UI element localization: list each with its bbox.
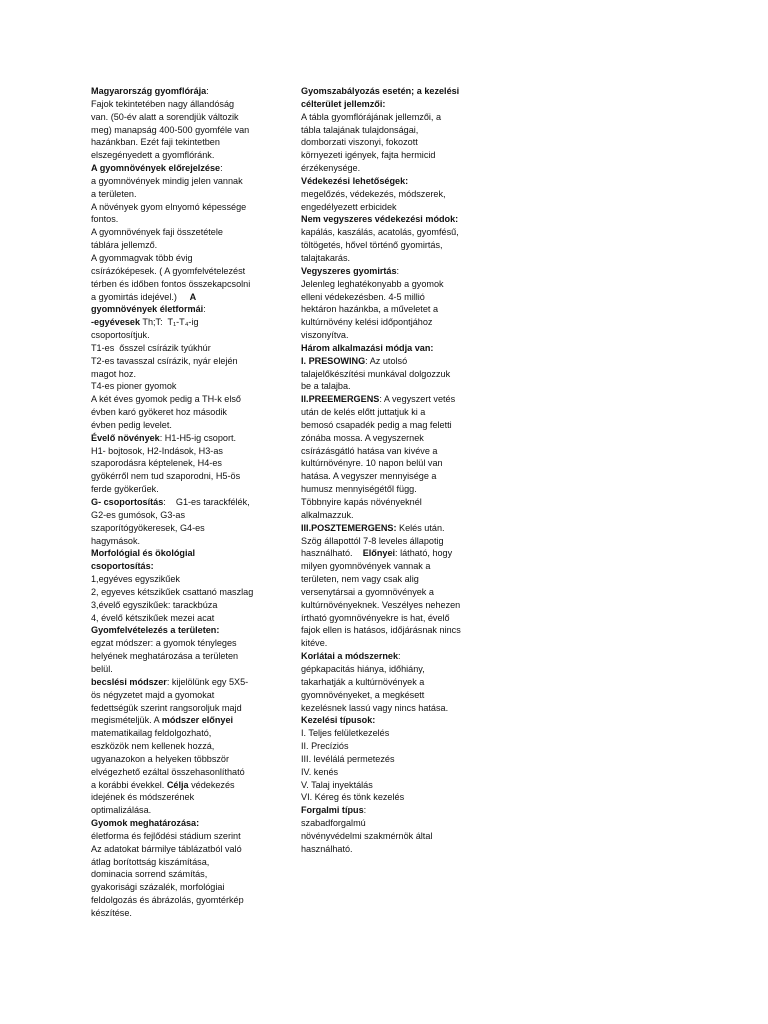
text-run: optimalizálása. <box>91 805 152 816</box>
text-run: írtható gyomnövényekre is hat, évelő <box>301 612 450 623</box>
text-run: T1-es ősszel csírázik tyúkhúr <box>91 342 211 353</box>
text-run: 4, évelő kétszikűek mezei acat <box>91 612 215 623</box>
text-run: : <box>363 805 367 816</box>
text-run: védekezés <box>188 779 235 790</box>
text-run: szaporítógyökeresek, G4-es <box>91 522 205 533</box>
text-run: gyökérről nem tud szaporodni, H5-ös <box>91 471 241 482</box>
left-column-line <box>91 535 259 548</box>
text-run: A tábla gyomflórájának jellemzői, a <box>301 111 442 122</box>
left-column-line <box>91 432 259 445</box>
right-column-line <box>301 663 471 676</box>
text-run: egzat módszer: a gyomok tényleges <box>91 638 237 649</box>
right-column-line <box>301 753 471 766</box>
left-column-line <box>91 663 259 676</box>
text-run: hektáron hazánkba, a műveletet a <box>301 304 439 315</box>
text-run: a korábbi évekkel. <box>91 779 167 790</box>
text-run: I. Teljes felületkezelés <box>301 728 390 739</box>
right-column-line <box>301 149 471 162</box>
left-column-line <box>91 856 259 869</box>
right-column-line <box>301 804 471 817</box>
right-text-column <box>301 85 471 856</box>
right-column-line <box>301 843 471 856</box>
left-column-line <box>91 175 259 188</box>
left-column-line <box>91 355 259 368</box>
left-column-line <box>91 85 259 98</box>
text-run: : A vegyszert vetés <box>379 394 456 405</box>
right-column-line <box>301 560 471 573</box>
text-run: töltögetés, hővel történő gyomirtás, <box>301 240 443 251</box>
right-column-line <box>301 380 471 393</box>
text-run: 3,évelő egyszikűek: tarackbúza <box>91 599 218 610</box>
right-column-line <box>301 714 471 727</box>
text-run: növényvédelmi szakmérnök által <box>301 830 433 841</box>
text-run: H1- bojtosok, H2-Indások, H3-as <box>91 445 223 456</box>
bold-text-run: Forgalmi típus <box>301 805 364 816</box>
bold-text-run: G- csoportosítás <box>91 497 164 507</box>
bold-text-run: Gyomszabályozás esetén; a kezelési <box>301 86 460 96</box>
right-column-line <box>301 162 471 175</box>
text-run: elszegényedett a gyomflóránk. <box>91 150 215 161</box>
right-column-line <box>301 265 471 278</box>
left-column-line <box>91 445 259 458</box>
right-column-line <box>301 98 471 111</box>
right-column-line <box>301 457 471 470</box>
left-column-line <box>91 740 259 753</box>
right-column-line <box>301 650 471 663</box>
left-column-line <box>91 573 259 586</box>
text-run: elvégezhető ezáltal összehasonlítható <box>91 766 245 777</box>
text-run: zónába mossa. A vegyszernek <box>301 432 424 443</box>
right-column-line <box>301 124 471 137</box>
text-run: átlag borítottság kiszámítása, <box>91 856 210 867</box>
text-run: belül. <box>91 663 113 674</box>
right-column-line <box>301 586 471 599</box>
text-run: szaporodásra képtelenek, H4-es <box>91 458 222 469</box>
text-run: Fajok tekintetében nagy állandóság <box>91 98 235 109</box>
text-run: feldolgozás és ábrázolás, gyomtérkép <box>91 895 244 906</box>
text-run: használható. <box>301 843 353 854</box>
text-run: megelőzés, védekezés, módszerek, <box>301 188 446 199</box>
left-column-line <box>91 791 259 804</box>
text-run: kapálás, kaszálás, acatolás, gyomfésű, <box>301 227 459 238</box>
text-run: T2-es tavasszal csírázik, nyár elején <box>91 355 238 366</box>
right-column-line <box>301 791 471 804</box>
text-run: idejének és módszerének <box>91 792 195 803</box>
text-run: VI. Kéreg és tönk kezelés <box>301 792 405 803</box>
text-run: szabadforgalmú <box>301 818 366 829</box>
text-run: a területen. <box>91 188 137 199</box>
left-column-line <box>91 547 259 560</box>
right-column-line <box>301 702 471 715</box>
left-column-line <box>91 894 259 907</box>
left-column-line <box>91 393 259 406</box>
text-run: : <box>398 651 401 662</box>
left-column-line <box>91 637 259 650</box>
left-column-line <box>91 689 259 702</box>
right-column-line <box>301 470 471 483</box>
left-column-line <box>91 804 259 817</box>
bold-text-run: Vegyszeres gyomirtás <box>301 265 397 276</box>
right-column-line <box>301 599 471 612</box>
text-run: hatása. A vegyszer mennyisége a <box>301 471 437 482</box>
right-column-line <box>301 496 471 509</box>
left-column-line <box>91 522 259 535</box>
text-run: után de kelés előtt juttatjuk ki a <box>301 407 426 418</box>
left-column-line <box>91 136 259 149</box>
right-column-line <box>301 483 471 496</box>
text-run: matematikailag feldolgozható, <box>91 728 212 739</box>
left-column-line <box>91 599 259 612</box>
left-column-line <box>91 509 259 522</box>
left-column-line <box>91 624 259 637</box>
left-column-line <box>91 714 259 727</box>
text-run: G2-es gumósok, G3-as <box>91 509 186 520</box>
left-column-line <box>91 316 259 329</box>
right-column-line <box>301 316 471 329</box>
text-run: táblára jellemző. <box>91 240 158 251</box>
left-column-line <box>91 766 259 779</box>
text-run: takarhatják a kultúrnövények a <box>301 676 425 687</box>
text-run: A növények gyom elnyomó képessége <box>91 201 247 212</box>
text-run: kitéve. <box>301 638 328 649</box>
text-run: dominacia sorrend számítás, <box>91 869 208 880</box>
left-column-line <box>91 98 259 111</box>
text-run: : látható, hogy <box>395 548 453 559</box>
text-run: A két éves gyomok pedig a TH-k első <box>91 394 241 405</box>
text-run: : kijelölünk egy 5X5- <box>166 676 249 687</box>
right-column-line <box>301 342 471 355</box>
text-run: bemosó csapadék pedig a mag feletti <box>301 419 452 430</box>
right-column-line <box>301 188 471 201</box>
text-run: T4-es pioner gyomok <box>91 381 177 392</box>
left-column-line <box>91 496 259 509</box>
text-run: II. Precíziós <box>301 741 349 752</box>
left-column-line <box>91 612 259 625</box>
text-run: 1,egyéves egyszikűek <box>91 574 180 585</box>
text-run: III. levélálá permetezés <box>301 753 395 764</box>
right-column-line <box>301 612 471 625</box>
left-column-line <box>91 560 259 573</box>
right-column-line <box>301 535 471 548</box>
left-column-line <box>91 676 259 689</box>
right-column-line <box>301 278 471 291</box>
right-column-line <box>301 817 471 830</box>
right-column-line <box>301 303 471 316</box>
text-run: domborzati viszonyi, fokozott <box>301 137 418 148</box>
text-run: engedélyezett erbicidek <box>301 201 397 212</box>
text-run: talajtakarás. <box>301 252 351 263</box>
right-column-line <box>301 740 471 753</box>
right-column-line <box>301 637 471 650</box>
text-run: tábla talajának tulajdonságai, <box>301 124 419 135</box>
text-run: helyének meghatározása a területen <box>91 651 239 662</box>
left-column-line <box>91 457 259 470</box>
left-column-line <box>91 252 259 265</box>
text-run: : <box>220 163 223 174</box>
text-run: fajok ellen is hatásos, időjárásnak nincs <box>301 625 461 636</box>
right-column-line <box>301 252 471 265</box>
left-column-line <box>91 419 259 432</box>
text-run: évben pedig levelet. <box>91 419 172 430</box>
bold-text-run: Nem vegyszeres védekezési módok: <box>301 214 459 225</box>
text-run: területen, nem vagy csak alig <box>301 574 419 585</box>
bold-text-run: II.PREEMERGENS <box>301 394 380 405</box>
bold-text-run: Magyarország gyomflórája <box>91 86 207 96</box>
bold-text-run: célterület jellemzői: <box>301 98 386 109</box>
bold-text-run: Három alkalmazási módja van: <box>301 342 434 353</box>
bold-text-run: III.POSZTEMERGENS: <box>301 522 397 533</box>
right-column-line <box>301 213 471 226</box>
right-column-line <box>301 432 471 445</box>
text-run: A gyommagvak több évig <box>91 252 193 263</box>
right-column-line <box>301 355 471 368</box>
text-run: : <box>203 304 206 315</box>
text-run: : <box>206 86 209 96</box>
right-column-line <box>301 136 471 149</box>
text-run: csírázóképesek. ( A gyomfelvételezést <box>91 265 246 276</box>
text-run: milyen gyomnövények vannak a <box>301 561 431 572</box>
text-run: meg) manapság 400-500 gyomféle van <box>91 124 250 135</box>
text-run: Az adatokat bármilye táblázatból való <box>91 843 242 854</box>
left-column-line <box>91 727 259 740</box>
bold-text-run: becslési módszer <box>91 676 167 687</box>
text-run: hazánkban. Ezét faji tekintetben <box>91 137 220 148</box>
bold-text-run: Kezelési típusok: <box>301 715 376 726</box>
right-column-line <box>301 239 471 252</box>
right-column-line <box>301 676 471 689</box>
left-column-line <box>91 342 259 355</box>
left-column-line <box>91 406 259 419</box>
text-run: IV. kenés <box>301 766 339 777</box>
bold-text-run: csoportosítás: <box>91 561 154 572</box>
left-column-line <box>91 111 259 124</box>
text-run: Szög állapottól 7-8 leveles állapotig <box>301 535 444 546</box>
bold-text-run: Célja <box>166 779 189 790</box>
left-column-line <box>91 162 259 175</box>
text-run: alkalmazzuk. <box>301 509 354 520</box>
text-run: gépkapacitás hiánya, időhiány, <box>301 663 425 674</box>
text-run: környezeti igények, fajta hermicid <box>301 150 436 161</box>
left-column-line <box>91 650 259 663</box>
left-column-line <box>91 470 259 483</box>
text-run: készítése. <box>91 908 132 918</box>
text-run: magot hoz. <box>91 368 136 379</box>
right-column-line <box>301 509 471 522</box>
right-column-line <box>301 419 471 432</box>
left-column-line <box>91 881 259 894</box>
text-run: kultúrnövényre. 10 napon belül van <box>301 458 443 469</box>
text-run: Kelés után. <box>396 522 445 533</box>
left-column-line <box>91 149 259 162</box>
right-column-line <box>301 766 471 779</box>
left-column-line <box>91 586 259 599</box>
text-run: Jelenleg leghatékonyabb a gyomok <box>301 278 444 289</box>
text-run: ös négyzetet majd a gyomokat <box>91 689 215 700</box>
text-run: a gyomnövények mindig jelen vannak <box>91 175 243 186</box>
left-column-line <box>91 779 259 792</box>
bold-text-run: A <box>189 291 197 302</box>
text-run: megismételjük. A <box>91 715 162 726</box>
right-column-line <box>301 175 471 188</box>
bold-text-run: módszer előnyei <box>161 715 234 726</box>
left-column-line <box>91 830 259 843</box>
bold-text-run: A gyomnövények előrejelzése <box>91 163 221 174</box>
text-run: versenytársai a gyomnövények a <box>301 586 434 597</box>
text-run: Többnyire kapás növényeknél <box>301 497 422 507</box>
bold-text-run: Védekezési lehetőségek: <box>301 175 409 186</box>
left-column-line <box>91 380 259 393</box>
text-run: eszközök nem kellenek hozzá, <box>91 741 215 752</box>
left-text-column <box>91 85 259 920</box>
left-column-line <box>91 817 259 830</box>
left-column-line <box>91 239 259 252</box>
text-run: csoportosítjuk. <box>91 330 150 341</box>
left-column-line <box>91 907 259 920</box>
text-run: elleni védekezésben. 4-5 millió <box>301 291 425 302</box>
text-run: életforma és fejlődési stádium szerint <box>91 830 241 841</box>
text-run: A gyomnövények faji összetétele <box>91 227 223 238</box>
left-column-line <box>91 329 259 342</box>
right-column-line <box>301 406 471 419</box>
text-run: fontos. <box>91 214 119 225</box>
right-column-line <box>301 85 471 98</box>
right-column-line <box>301 111 471 124</box>
bold-text-run: Gyomok meghatározása: <box>91 818 200 829</box>
right-column-line <box>301 727 471 740</box>
left-column-line <box>91 226 259 239</box>
right-column-line <box>301 445 471 458</box>
bold-text-run: gyomnövények életformái <box>91 304 204 315</box>
left-column-line <box>91 188 259 201</box>
right-column-line <box>301 547 471 560</box>
text-run: gyakorisági százalék, morfológiai <box>91 882 225 893</box>
left-column-line <box>91 303 259 316</box>
text-run: a gyomirtás idejével.) <box>91 291 190 302</box>
right-column-line <box>301 368 471 381</box>
text-run: van. (50-év alatt a sorendjük változik <box>91 111 239 122</box>
text-run: térben és időben fontos összekapcsolni <box>91 278 251 289</box>
text-run: kezelésnek lassú vagy nincs hatása. <box>301 702 449 713</box>
left-column-line <box>91 291 259 304</box>
right-column-line <box>301 830 471 843</box>
text-run: 2, egyeves kétszikűek csattanó maszlag <box>91 586 254 597</box>
left-column-line <box>91 843 259 856</box>
left-column-line <box>91 483 259 496</box>
left-column-line <box>91 702 259 715</box>
text-run: : <box>396 265 400 276</box>
left-column-line <box>91 278 259 291</box>
text-run: kultúrnövény kelési időpontjához <box>301 317 433 328</box>
text-run: : G1-es tarackfélék, <box>163 497 250 507</box>
left-column-line <box>91 868 259 881</box>
left-column-line <box>91 124 259 137</box>
text-run: talajelőkészítési munkával dolgozzuk <box>301 368 451 379</box>
right-column-line <box>301 689 471 702</box>
left-column-line <box>91 213 259 226</box>
right-column-line <box>301 522 471 535</box>
text-run: viszonyítva. <box>301 330 349 341</box>
right-column-line <box>301 291 471 304</box>
text-run: ugyanazokon a helyeken többször <box>91 753 230 764</box>
right-column-line <box>301 201 471 214</box>
bold-text-run: Évelő növények <box>91 432 160 443</box>
bold-text-run: Előnyei <box>362 548 396 559</box>
text-run: humusz mennyiségétől függ. <box>301 484 417 495</box>
left-column-line <box>91 368 259 381</box>
bold-text-run: -egyévesek <box>91 317 141 328</box>
left-column-line <box>91 753 259 766</box>
text-run: használható. <box>301 548 363 559</box>
bold-text-run: Gyomfelvételezés a területen: <box>91 625 220 636</box>
right-column-line <box>301 779 471 792</box>
text-run: hagymások. <box>91 535 141 546</box>
text-run: kultúrnövényeknek. Veszélyes nehezen <box>301 599 461 610</box>
right-column-line <box>301 393 471 406</box>
text-run: : H1-H5-ig csoport. <box>159 432 237 443</box>
text-run: Th;T: T₁-T₄-ig <box>140 317 199 328</box>
text-run: : Az utolsó <box>365 355 408 366</box>
bold-text-run: I. PRESOWING <box>301 355 366 366</box>
left-column-line <box>91 201 259 214</box>
text-run: ferde gyökerűek. <box>91 484 159 495</box>
right-column-line <box>301 624 471 637</box>
bold-text-run: Korlátai a módszernek <box>301 651 399 662</box>
right-column-line <box>301 573 471 586</box>
text-run: fedettségük szerint rangsoroljuk majd <box>91 702 242 713</box>
right-column-line <box>301 226 471 239</box>
right-column-line <box>301 329 471 342</box>
text-run: gyomnövényeket, a megkésett <box>301 689 425 700</box>
text-run: V. Talaj inyektálás <box>301 779 373 790</box>
left-column-line <box>91 265 259 278</box>
bold-text-run: Morfológial és ökológial <box>91 548 196 559</box>
text-run: be a talajba. <box>301 381 351 392</box>
text-run: csírázásgátló hatása van kivéve a <box>301 445 438 456</box>
text-run: évben karó gyökeret hoz második <box>91 407 227 418</box>
text-run: érzékenysége. <box>301 163 361 174</box>
